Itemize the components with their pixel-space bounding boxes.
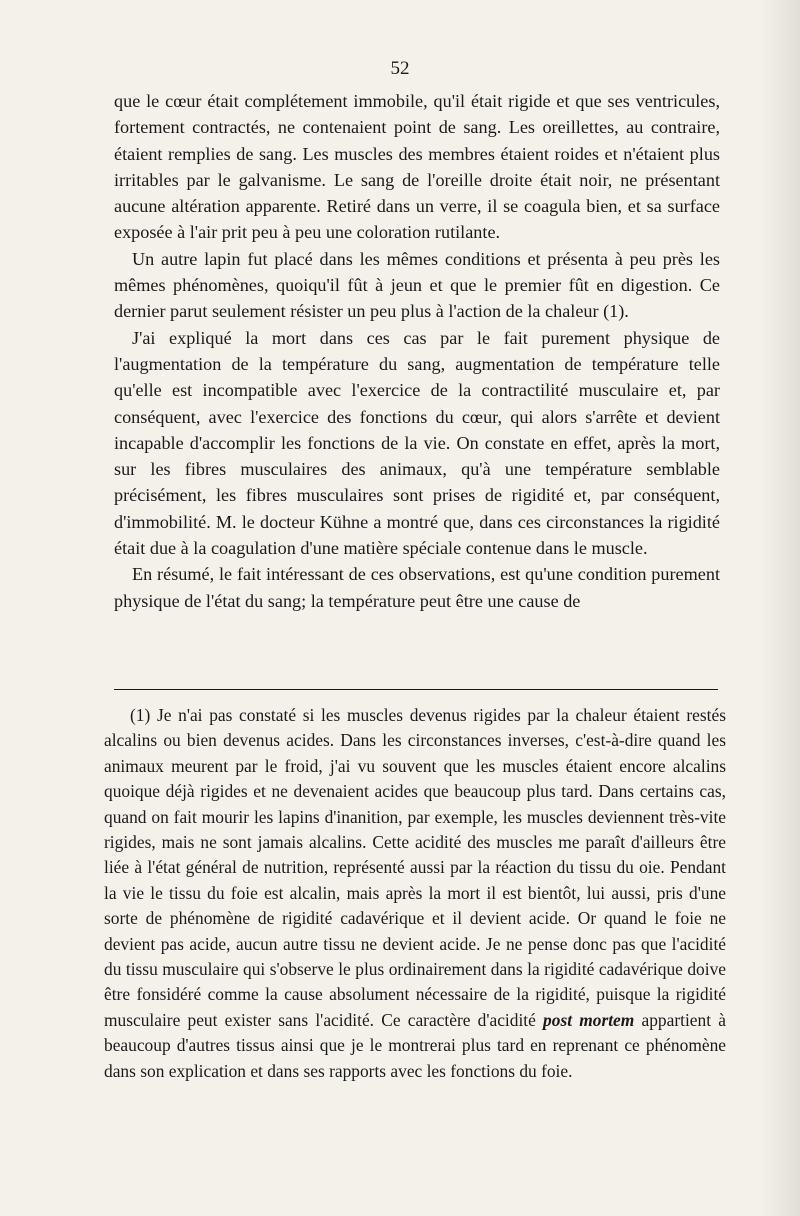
paragraph-3: J'ai expliqué la mort dans ces cas par le fait purement physique de l'augmentation de la température du sang, augmentation de température telle qu'elle est incompatible avec l'exercice de la contractilité musculaire et, par conséquent, avec l'exercice des fonctions du cœur, qui alors s'arrête et devient incapable d'accomplir les fonctions de la vie. On constate en effet, après la mort, sur les fibres musculaires des animaux, qu'à une température semblable précisément, les fibres musculaires sont prises de rigidité et, par conséquent, d'immobilité. M. le docteur Kühne a montré que, dans ces circonstances la rigidité était due à la coagulation d'une matière spéciale contenue dans le muscle. <box>114 327 720 559</box>
page-number: 52 <box>390 58 410 79</box>
footnote-paragraph <box>104 703 726 1084</box>
paragraph-1: que le cœur était complétement immobile, qu'il était rigide et que ses ventricules, fortement contractés, ne contenaient point de sang. Les oreillettes, au contraire, étaient remplies de sang. Les muscles des membres étaient roides et n'étaient plus irritables par le galvanisme. Le sang de l'oreille droite était noir, ne présentant aucune altération apparente. Retiré dans un verre, il se coagula bien, et sa surface exposée à l'air prit peu à peu une coloration rutilante. <box>114 91 720 243</box>
paragraph-2: Un autre lapin fut placé dans les mêmes conditions et présenta à peu près les mêmes phénomènes, quoiqu'il fût à jeun et que le premier fût en digestion. Ce dernier parut seulement résister un peu plus à l'action de la chaleur (1). <box>114 248 720 322</box>
footnote-text-end: appartient à beaucoup d'autres tissus ainsi que je le montrerai plus tard en reprenant ce phénomène dans son explication et dans ses rapports avec les fonctions du foie. <box>104 1009 726 1081</box>
page-edge-shadow <box>760 0 800 1216</box>
footnote-italic-term: post mortem <box>543 1009 635 1030</box>
main-text <box>114 88 720 614</box>
footnote-text-start: (1) Je n'ai pas constaté si les muscles devenus rigides par la chaleur étaient restés alcalins ou bien devenus acides. Dans les circonstances inverses, c'est-à-dire quand les animaux meurent par le froid, j'ai vu souvent que les muscles étaient encore alcalins quoique déjà rigides et ne devenaient acides que beaucoup plus tard. Dans certains cas, quand on fait mourir les lapins d'inanition, par exemple, les muscles deviennent très-vite rigides, mais ne sont jamais alcalins. Cette acidité des muscles me paraît d'ailleurs être liée à l'état général de nutrition, représenté aussi par la réaction du tissu du oie. Pendant la vie le tissu du foie est alcalin, mais après la mort il est bientôt, lui aussi, pris d'une sorte de phénomène de rigidité cadavérique et il devient acide. Or quand le foie ne devient pas acide, aucun autre tissu ne devient acide. Je ne pense donc pas que l'acidité du tissu musculaire qui s'observe le plus ordinairement dans la rigidité cadavérique doive être fonsidéré comme la cause absolument nécessaire de la rigidité, puisque la rigidité musculaire peut exister sans l'acidité. Ce caractère d'acidité <box>104 705 726 1030</box>
footnote <box>104 703 726 1084</box>
footnote-separator <box>114 689 718 690</box>
paragraph-4: En résumé, le fait intéressant de ces observations, est qu'une condition purement physique de l'état du sang; la température peut être une cause de <box>114 564 720 611</box>
